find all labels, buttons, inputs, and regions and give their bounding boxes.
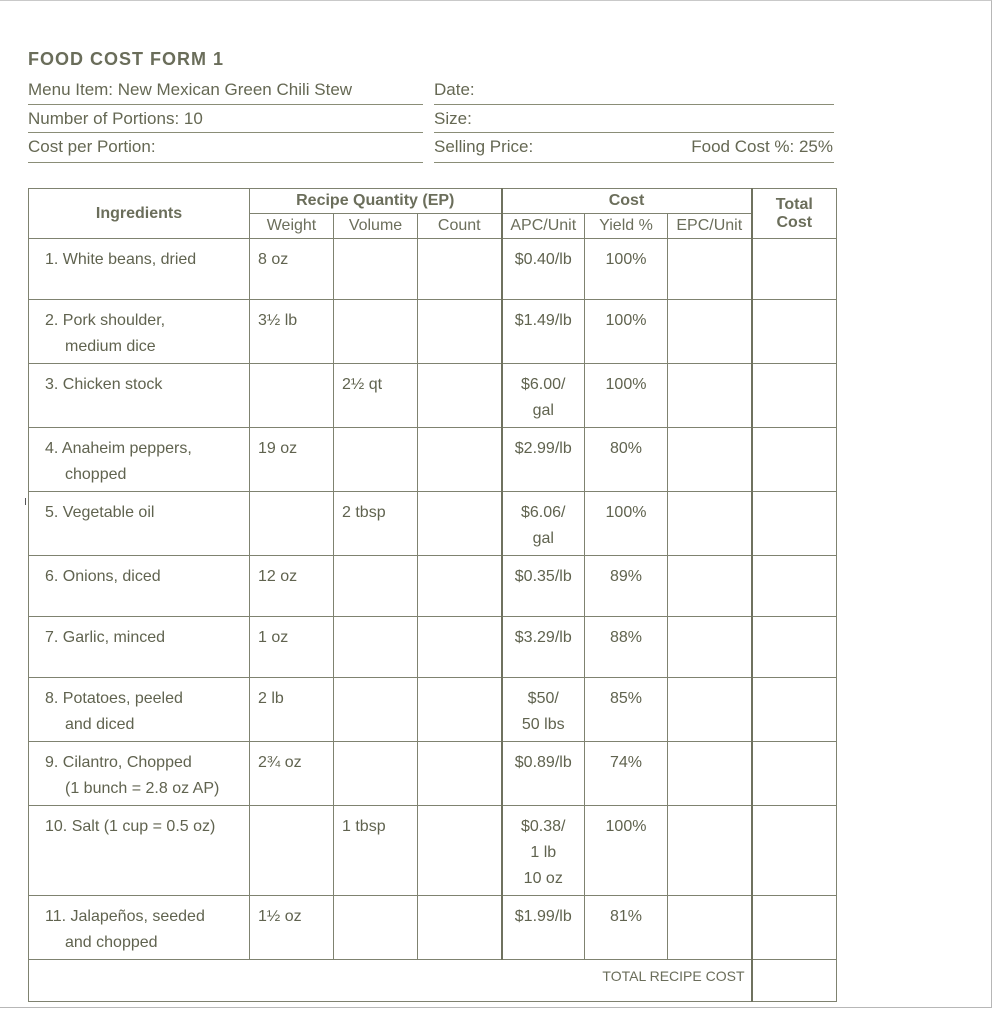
- count-cell: [418, 428, 502, 492]
- ingredient-cell: [29, 239, 250, 300]
- ingredient-name-line2: and chopped: [65, 934, 158, 951]
- volume-cell: [334, 239, 418, 300]
- yield-cell: 80%: [585, 428, 668, 492]
- yield-cell: 100%: [585, 300, 668, 364]
- apc-unit-cell: [502, 428, 585, 492]
- apc-line3: 10 oz: [523, 870, 563, 887]
- weight-cell: [250, 492, 334, 556]
- weight-cell: 1 oz: [250, 617, 334, 678]
- header-total-cost-line2: Cost: [776, 213, 813, 231]
- ingredient-name: Potatoes, peeled: [62, 690, 183, 707]
- table-row: [29, 428, 837, 492]
- apc-unit-cell: [502, 239, 585, 300]
- yield-cell: 100%: [585, 492, 668, 556]
- total-cost-cell: [752, 492, 837, 556]
- apc-unit-cell: [502, 364, 585, 428]
- volume-cell: [334, 428, 418, 492]
- header-epc-unit: EPC/Unit: [668, 214, 752, 239]
- menu-item-label: Menu Item: New Mexican Green Chili Stew: [28, 80, 353, 99]
- yield-cell: 89%: [585, 556, 668, 617]
- header-apc-unit: APC/Unit: [502, 214, 585, 239]
- yield-cell: 81%: [585, 896, 668, 960]
- table-body: [29, 239, 837, 960]
- header-total-cost-line1: Total: [775, 195, 813, 213]
- total-cost-cell: [752, 239, 837, 300]
- divider: [28, 132, 423, 133]
- ingredient-number: 1.: [45, 251, 59, 268]
- count-cell: [418, 239, 502, 300]
- table-row: [29, 678, 837, 742]
- portions-label: Number of Portions: 10: [28, 109, 203, 128]
- ingredient-cell: [29, 678, 250, 742]
- apc-line1: $6.06/: [521, 504, 566, 521]
- total-cost-cell: [752, 364, 837, 428]
- date-label: Date:: [434, 80, 475, 99]
- header-total-cost: [752, 189, 837, 239]
- epc-unit-cell: [668, 364, 752, 428]
- ingredient-number: 5.: [45, 504, 59, 521]
- apc-unit-cell: [502, 742, 585, 806]
- ingredient-cell: [29, 806, 250, 896]
- ingredient-name: Jalapeños, seeded: [70, 908, 205, 925]
- ingredient-name: White beans, dried: [62, 251, 197, 268]
- total-cost-cell: [752, 300, 837, 364]
- ingredient-name: Pork shoulder,: [62, 312, 166, 329]
- apc-line2: 1 lb: [530, 844, 557, 861]
- table-row: [29, 556, 837, 617]
- ingredient-cell: [29, 300, 250, 364]
- ingredient-cell: [29, 896, 250, 960]
- count-cell: [418, 617, 502, 678]
- yield-cell: 85%: [585, 678, 668, 742]
- header-cost: Cost: [502, 189, 752, 214]
- volume-cell: [334, 678, 418, 742]
- header-volume: Volume: [334, 214, 418, 239]
- ingredient-name-line2: chopped: [65, 466, 127, 483]
- volume-cell: [334, 300, 418, 364]
- apc-unit-cell: [502, 678, 585, 742]
- cost-per-portion-label: Cost per Portion:: [28, 137, 156, 156]
- divider: [434, 104, 834, 105]
- ingredient-cell: [29, 492, 250, 556]
- edge-mark: [25, 498, 26, 505]
- epc-unit-cell: [668, 742, 752, 806]
- epc-unit-cell: [668, 896, 752, 960]
- count-cell: [418, 300, 502, 364]
- volume-cell: [334, 556, 418, 617]
- count-cell: [418, 896, 502, 960]
- table-row: [29, 896, 837, 960]
- volume-cell: 1 tbsp: [334, 806, 418, 896]
- total-cost-cell: [752, 428, 837, 492]
- ingredient-cell: [29, 556, 250, 617]
- apc-line1: $3.29/lb: [514, 629, 572, 646]
- selling-price-label: Selling Price:: [434, 137, 534, 156]
- epc-unit-cell: [668, 428, 752, 492]
- apc-line1: $0.35/lb: [514, 568, 572, 585]
- volume-cell: [334, 617, 418, 678]
- table-row: [29, 617, 837, 678]
- ingredient-number: 3.: [45, 376, 59, 393]
- apc-line1: $0.40/lb: [514, 251, 572, 268]
- weight-cell: 2¾ oz: [250, 742, 334, 806]
- ingredient-number: 4.: [45, 440, 59, 457]
- ingredient-name: Onions, diced: [62, 568, 161, 585]
- total-recipe-cost-value: [752, 960, 837, 1002]
- apc-line1: $50/: [527, 690, 559, 707]
- apc-unit-cell: [502, 896, 585, 960]
- epc-unit-cell: [668, 300, 752, 364]
- weight-cell: [250, 364, 334, 428]
- apc-line2: gal: [532, 530, 554, 547]
- ingredient-name-line2: (1 bunch = 2.8 oz AP): [65, 780, 220, 797]
- volume-cell: [334, 896, 418, 960]
- ingredient-number: 2.: [45, 312, 59, 329]
- size-label: Size:: [434, 109, 472, 128]
- apc-line1: $6.00/: [521, 376, 566, 393]
- header-recipe-quantity: Recipe Quantity (EP): [250, 189, 502, 214]
- weight-cell: 8 oz: [250, 239, 334, 300]
- apc-line1: $2.99/lb: [514, 440, 572, 457]
- ingredient-number: 9.: [45, 754, 59, 771]
- divider: [434, 132, 834, 133]
- weight-cell: 3½ lb: [250, 300, 334, 364]
- ingredient-name-line2: and diced: [65, 716, 135, 733]
- divider: [28, 104, 423, 105]
- food-cost-table: [28, 188, 837, 1002]
- ingredient-name: Cilantro, Chopped: [62, 754, 192, 771]
- count-cell: [418, 678, 502, 742]
- ingredient-name: Salt (1 cup = 0.5 oz): [71, 818, 216, 835]
- ingredient-cell: [29, 617, 250, 678]
- table-row: [29, 742, 837, 806]
- yield-cell: 74%: [585, 742, 668, 806]
- apc-unit-cell: [502, 617, 585, 678]
- count-cell: [418, 742, 502, 806]
- apc-unit-cell: [502, 556, 585, 617]
- total-cost-cell: [752, 806, 837, 896]
- apc-line1: $0.89/lb: [514, 754, 572, 771]
- header-count: Count: [418, 214, 502, 239]
- header-yield-percent: Yield %: [585, 214, 668, 239]
- ingredient-cell: [29, 364, 250, 428]
- apc-line1: $0.38/: [521, 818, 566, 835]
- yield-cell: 100%: [585, 239, 668, 300]
- count-cell: [418, 492, 502, 556]
- total-cost-cell: [752, 742, 837, 806]
- ingredient-number: 7.: [45, 629, 59, 646]
- apc-unit-cell: [502, 300, 585, 364]
- apc-line2: gal: [532, 402, 554, 419]
- yield-cell: 88%: [585, 617, 668, 678]
- count-cell: [418, 556, 502, 617]
- table-row: [29, 239, 837, 300]
- ingredient-name-line2: medium dice: [65, 338, 156, 355]
- food-cost-percent: Food Cost %: 25%: [691, 137, 833, 156]
- yield-cell: 100%: [585, 806, 668, 896]
- divider: [434, 162, 834, 163]
- ingredient-cell: [29, 742, 250, 806]
- epc-unit-cell: [668, 806, 752, 896]
- count-cell: [418, 364, 502, 428]
- weight-cell: 1½ oz: [250, 896, 334, 960]
- volume-cell: 2½ qt: [334, 364, 418, 428]
- table-row: [29, 806, 837, 896]
- epc-unit-cell: [668, 678, 752, 742]
- total-cost-cell: [752, 617, 837, 678]
- ingredient-name: Vegetable oil: [62, 504, 155, 521]
- weight-cell: 12 oz: [250, 556, 334, 617]
- weight-cell: 19 oz: [250, 428, 334, 492]
- ingredient-name: Garlic, minced: [62, 629, 166, 646]
- apc-unit-cell: [502, 806, 585, 896]
- weight-cell: [250, 806, 334, 896]
- apc-unit-cell: [502, 492, 585, 556]
- total-recipe-cost-label: TOTAL RECIPE COST: [29, 960, 752, 1002]
- apc-line1: $1.49/lb: [514, 312, 572, 329]
- volume-cell: [334, 742, 418, 806]
- yield-cell: 100%: [585, 364, 668, 428]
- count-cell: [418, 806, 502, 896]
- ingredient-name: Chicken stock: [62, 376, 163, 393]
- header-ingredients: Ingredients: [29, 189, 250, 239]
- table-row: [29, 364, 837, 428]
- total-cost-cell: [752, 896, 837, 960]
- epc-unit-cell: [668, 617, 752, 678]
- total-cost-cell: [752, 556, 837, 617]
- weight-cell: 2 lb: [250, 678, 334, 742]
- ingredient-cell: [29, 428, 250, 492]
- table-row: [29, 300, 837, 364]
- divider: [28, 162, 423, 163]
- epc-unit-cell: [668, 239, 752, 300]
- epc-unit-cell: [668, 492, 752, 556]
- ingredient-number: 10.: [45, 818, 68, 835]
- volume-cell: 2 tbsp: [334, 492, 418, 556]
- table-row: [29, 492, 837, 556]
- form-title: FOOD COST FORM 1: [28, 49, 224, 69]
- apc-line2: 50 lbs: [521, 716, 565, 733]
- apc-line1: $1.99/lb: [514, 908, 572, 925]
- total-cost-cell: [752, 678, 837, 742]
- ingredient-number: 8.: [45, 690, 59, 707]
- header-weight: Weight: [250, 214, 334, 239]
- ingredient-number: 6.: [45, 568, 59, 585]
- ingredient-number: 11.: [45, 908, 67, 925]
- epc-unit-cell: [668, 556, 752, 617]
- ingredient-name: Anaheim peppers,: [61, 440, 192, 457]
